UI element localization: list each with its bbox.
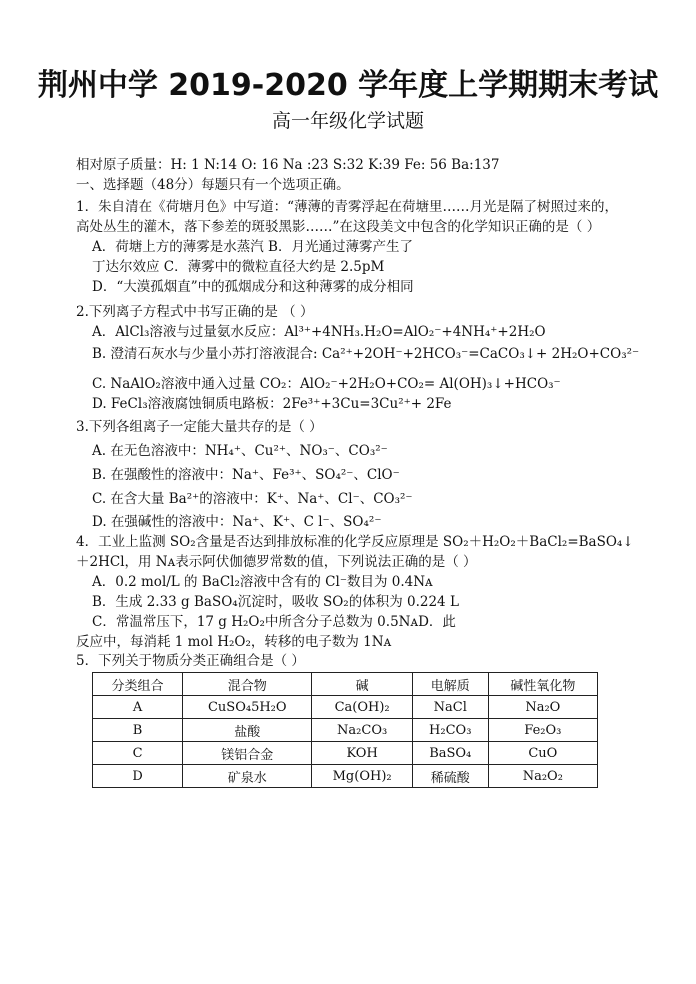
atomic-masses: 相对原子质量：H: 1 N:14 O: 16 Na :23 S:32 K:39 Fe: 56 Ba:137	[76, 157, 500, 173]
table-cell: Na₂O	[488, 696, 597, 719]
table-cell: C	[93, 742, 183, 765]
table-cell: 镁铝合金	[183, 742, 312, 765]
table-cell: D	[93, 765, 183, 788]
q4-option-a: A．0.2 mol/L 的 BaCl₂溶液中含有的 Cl⁻数目为 0.4Nᴀ	[92, 574, 433, 590]
q2-option-d: D. FeCl₃溶液腐蚀铜质电路板：2Fe³⁺+3Cu=3Cu²⁺+ 2Fe	[92, 396, 452, 412]
table-cell: Mg(OH)₂	[312, 765, 412, 788]
q4-option-c: C．常温常压下，17 g H₂O₂中所含分子总数为 0.5NᴀD．此	[92, 614, 456, 630]
table-row	[93, 765, 598, 788]
table-header-cell: 分类组合	[93, 673, 183, 696]
table-header-cell: 碱	[312, 673, 412, 696]
table-cell: NaCl	[412, 696, 488, 719]
q4-option-d: 反应中，每消耗 1 mol H₂O₂，转移的电子数为 1Nᴀ	[76, 634, 392, 650]
table-row	[93, 719, 598, 742]
table-header-cell: 碱性氧化物	[488, 673, 597, 696]
table-cell: 盐酸	[183, 719, 312, 742]
table-row	[93, 696, 598, 719]
q3-option-c: C. 在含大量 Ba²⁺的溶液中：K⁺、Na⁺、Cl⁻、CO₃²⁻	[92, 491, 413, 507]
q3-stem: 3.下列各组离子一定能大量共存的是（ ）	[76, 419, 323, 435]
q5-stem: 5．下列关于物质分类正确组合是（ ）	[76, 653, 305, 669]
table-cell: BaSO₄	[412, 742, 488, 765]
q1-option-ab: A．荷塘上方的薄雾是水蒸汽 B．月光通过薄雾产生了	[92, 239, 413, 255]
table-header-row	[93, 673, 598, 696]
table-cell: KOH	[312, 742, 412, 765]
table-cell: 矿泉水	[183, 765, 312, 788]
q1-stem-line2: 高处丛生的灌木，落下参差的斑驳黑影……”在这段美文中包含的化学知识正确的是（ ）	[76, 219, 601, 235]
table-cell: 稀硫酸	[412, 765, 488, 788]
q3-option-d: D. 在强碱性的溶液中：Na⁺、K⁺、C l⁻、SO₄²⁻	[92, 514, 382, 530]
table-cell: Fe₂O₃	[488, 719, 597, 742]
table-cell: H₂CO₃	[412, 719, 488, 742]
table-cell: Na₂CO₃	[312, 719, 412, 742]
table-cell: CuSO₄5H₂O	[183, 696, 312, 719]
classification-table	[92, 672, 598, 788]
table-cell: CuO	[488, 742, 597, 765]
q2-option-b: B. 澄清石灰水与少量小苏打溶液混合: Ca²⁺+2OH⁻+2HCO₃⁻=CaCO₃↓+ 2H₂O+CO₃²⁻	[92, 346, 640, 362]
table-cell: Ca(OH)₂	[312, 696, 412, 719]
q2-option-c: C. NaAlO₂溶液中通入过量 CO₂：AlO₂⁻+2H₂O+CO₂= Al(OH)₃↓+HCO₃⁻	[92, 376, 561, 392]
section-heading: 一、选择题（48分）每题只有一个选项正确。	[76, 177, 350, 193]
page-title: 荆州中学 2019-2020 学年度上学期期末考试	[37, 68, 659, 103]
table-header-cell: 电解质	[412, 673, 488, 696]
q3-option-a: A. 在无色溶液中：NH₄⁺、Cu²⁺、NO₃⁻、CO₃²⁻	[92, 443, 388, 459]
page-subtitle: 高一年级化学试题	[271, 110, 424, 132]
q3-option-b: B. 在强酸性的溶液中：Na⁺、Fe³⁺、SO₄²⁻、ClO⁻	[92, 467, 400, 483]
q2-option-a: A．AlCl₃溶液与过量氨水反应：Al³⁺+4NH₃.H₂O=AlO₂⁻+4NH₄⁺+2H₂O	[92, 324, 546, 340]
table-header-cell: 混合物	[183, 673, 312, 696]
q1-option-d: D．“大漠孤烟直”中的孤烟成分和这种薄雾的成分相同	[92, 279, 414, 295]
table-row	[93, 742, 598, 765]
q1-stem-line1: 1．朱自清在《荷塘月色》中写道：“薄薄的青雾浮起在荷塘里……月光是隔了树照过来的，	[76, 199, 618, 215]
table-cell: Na₂O₂	[488, 765, 597, 788]
q4-stem-line2: ＋2HCl，用 Nᴀ表示阿伏伽德罗常数的值，下列说法正确的是（ ）	[76, 554, 477, 570]
q1-option-bc: 丁达尔效应 C．薄雾中的微粒直径大约是 2.5pM	[92, 259, 385, 275]
table-cell: B	[93, 719, 183, 742]
table-cell: A	[93, 696, 183, 719]
q2-stem: 2.下列离子方程式中书写正确的是 （ ）	[76, 304, 314, 320]
q4-stem-line1: 4．工业上监测 SO₂含量是否达到排放标准的化学反应原理是 SO₂＋H₂O₂＋BaCl₂=BaSO₄↓	[76, 534, 634, 550]
q4-option-b: B．生成 2.33 g BaSO₄沉淀时，吸收 SO₂的体积为 0.224 L	[92, 594, 459, 610]
